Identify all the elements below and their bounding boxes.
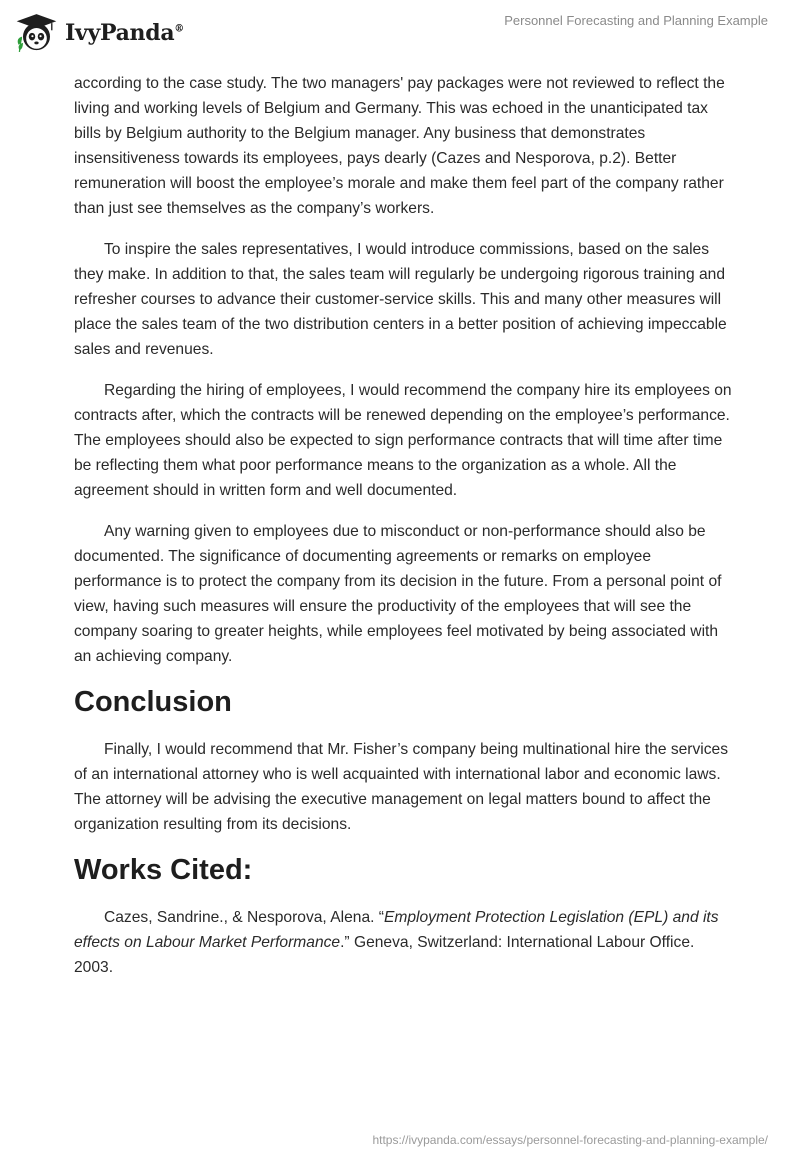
source-url[interactable]: https://ivypanda.com/essays/personnel-forecasting-and-planning-example/: [372, 1133, 768, 1147]
conclusion-heading: Conclusion: [74, 686, 232, 718]
document-title: Personnel Forecasting and Planning Example: [504, 13, 768, 28]
paragraph: Regarding the hiring of employees, I would recommend the company hire its employees on contracts after, which the contracts will be renewed depending on the employee’s performance. The employees should also be expected to sign performance contracts that will time after time be reflecting them what poor performance means to the organization as a whole. All the agreement should in written form and well documented.: [74, 382, 732, 499]
brand-name: IvyPanda®: [64, 20, 184, 46]
panda-mascot-icon: [14, 10, 59, 56]
ivypanda-logo[interactable]: [14, 8, 184, 58]
citation-entry: Cazes, Sandrine., & Nesporova, Alena. “Employment Protection Legislation (EPL) and its effects on Labour Market Performance.” Geneva, Switzerland: International Labour Office. 2003.: [74, 909, 719, 976]
works-cited-heading: Works Cited:: [74, 854, 253, 886]
page-header: [0, 0, 800, 70]
paragraph: Any warning given to employees due to misconduct or non-performance should also be documented. The significance of documenting agreements or remarks on employee performance is to protect the company from its decision in the future. From a personal point of view, having such measures will ensure the productivity of the employees that will see the company soaring to greater heights, while employees feel motivated by being associated with an achieving company.: [74, 523, 722, 665]
conclusion-paragraph: Finally, I would recommend that Mr. Fisher’s company being multinational hire the services of an international attorney who is well acquainted with international labor and economic laws. The attorney will be advising the executive management on legal matters bound to affect the organization resulting from its decisions.: [74, 741, 729, 833]
paragraph: To inspire the sales representatives, I would introduce commissions, based on the sales they make. In addition to that, the sales team will regularly be undergoing rigorous training and refresher courses to advance their customer-service skills. This and many other measures will place the sales team of the two distribution centers in a better position of achieving impeccable sales and revenues.: [74, 241, 727, 358]
essay-content: [74, 71, 734, 996]
paragraph: according to the case study. The two managers' pay packages were not reviewed to reflect the living and working levels of Belgium and Germany. This was echoed in the unanticipated tax bills by Belgium authority to the Belgium manager. Any business that demonstrates insensitiveness towards its employees, pays dearly (Cazes and Nesporova, p.2). Better remuneration will boost the employee’s morale and make them feel part of the company rather than just see themselves as the company’s workers.: [74, 75, 725, 217]
citation-title: Employment Protection Legislation (EPL) and its effects on Labour Market Performance: [74, 909, 719, 951]
